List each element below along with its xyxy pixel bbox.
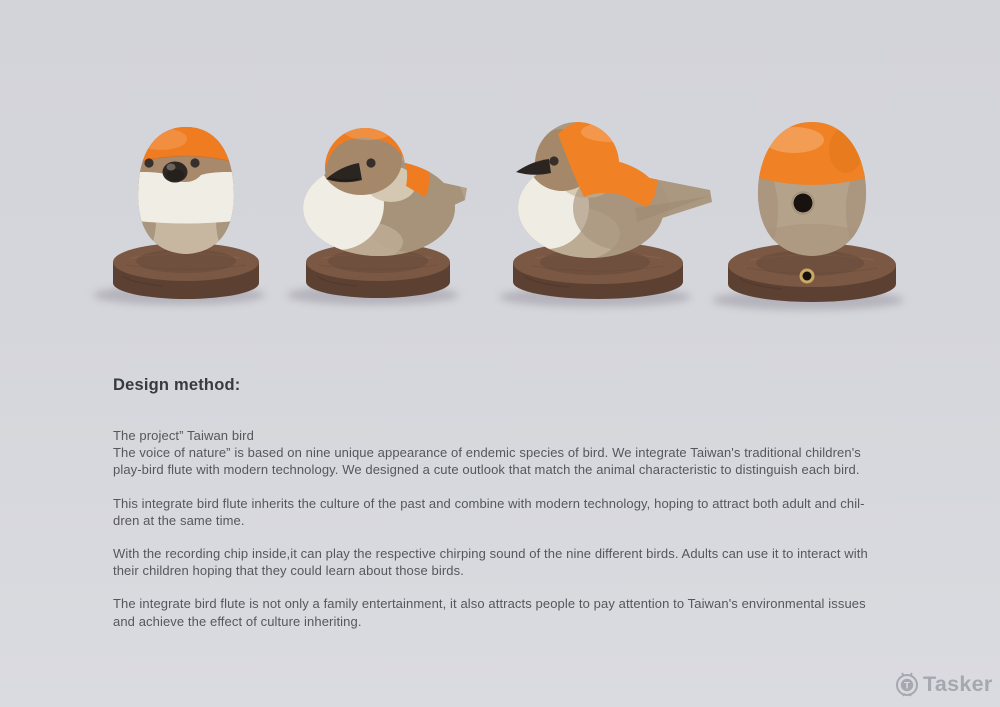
section-heading: Design method: <box>113 376 241 394</box>
brand-watermark <box>894 670 993 699</box>
body-text-line: their children hoping that they could learn about those birds. <box>113 563 464 579</box>
body-text-line: The integrate bird flute is not only a family entertainment, it also attracts people to pay attention to Taiwan's environmental issues <box>113 596 866 612</box>
body-text-line: and achieve the effect of culture inheriting. <box>113 613 362 629</box>
svg-text:T: T <box>904 680 910 692</box>
sound-hole <box>794 194 813 213</box>
bird-figurine-side-view <box>503 106 718 312</box>
bird-side-illustration <box>503 106 718 312</box>
body-text-line: This integrate bird flute inherits the culture of the past and combine with modern technology, hoping to attract both adult and chil- <box>113 495 865 511</box>
design-method-section <box>113 376 868 646</box>
body-text-line: dren at the same time. <box>113 512 245 528</box>
bird-three-quarter-illustration <box>293 106 478 312</box>
bird-figurine-front-view <box>101 112 271 312</box>
body-text-line: With the recording chip inside,it can play the respective chirping sound of the nine different birds. Adults can use it to interact with <box>113 546 868 562</box>
paragraph-project-intro <box>113 427 868 479</box>
bird-front-illustration <box>101 112 271 312</box>
paragraph-culture <box>113 495 868 529</box>
body-text-line: play-bird flute with modern technology. We designed a cute outlook that match the animal characteristic to distinguish each bird. <box>113 462 860 478</box>
paragraph-recording-chip <box>113 545 868 579</box>
bird-figurine-three-quarter-view <box>293 106 478 312</box>
brand-name: Tasker <box>923 672 993 696</box>
tasker-badge-icon <box>894 670 921 699</box>
bird-figurine-back-view <box>718 110 903 310</box>
body-text-line: The project” Taiwan bird <box>113 428 254 443</box>
body-text-line: The voice of nature” is based on nine unique appearance of endemic species of bird. We integrate Taiwan's traditional children's <box>113 445 861 461</box>
paragraph-environment <box>113 595 868 629</box>
bird-back-illustration <box>718 110 903 310</box>
